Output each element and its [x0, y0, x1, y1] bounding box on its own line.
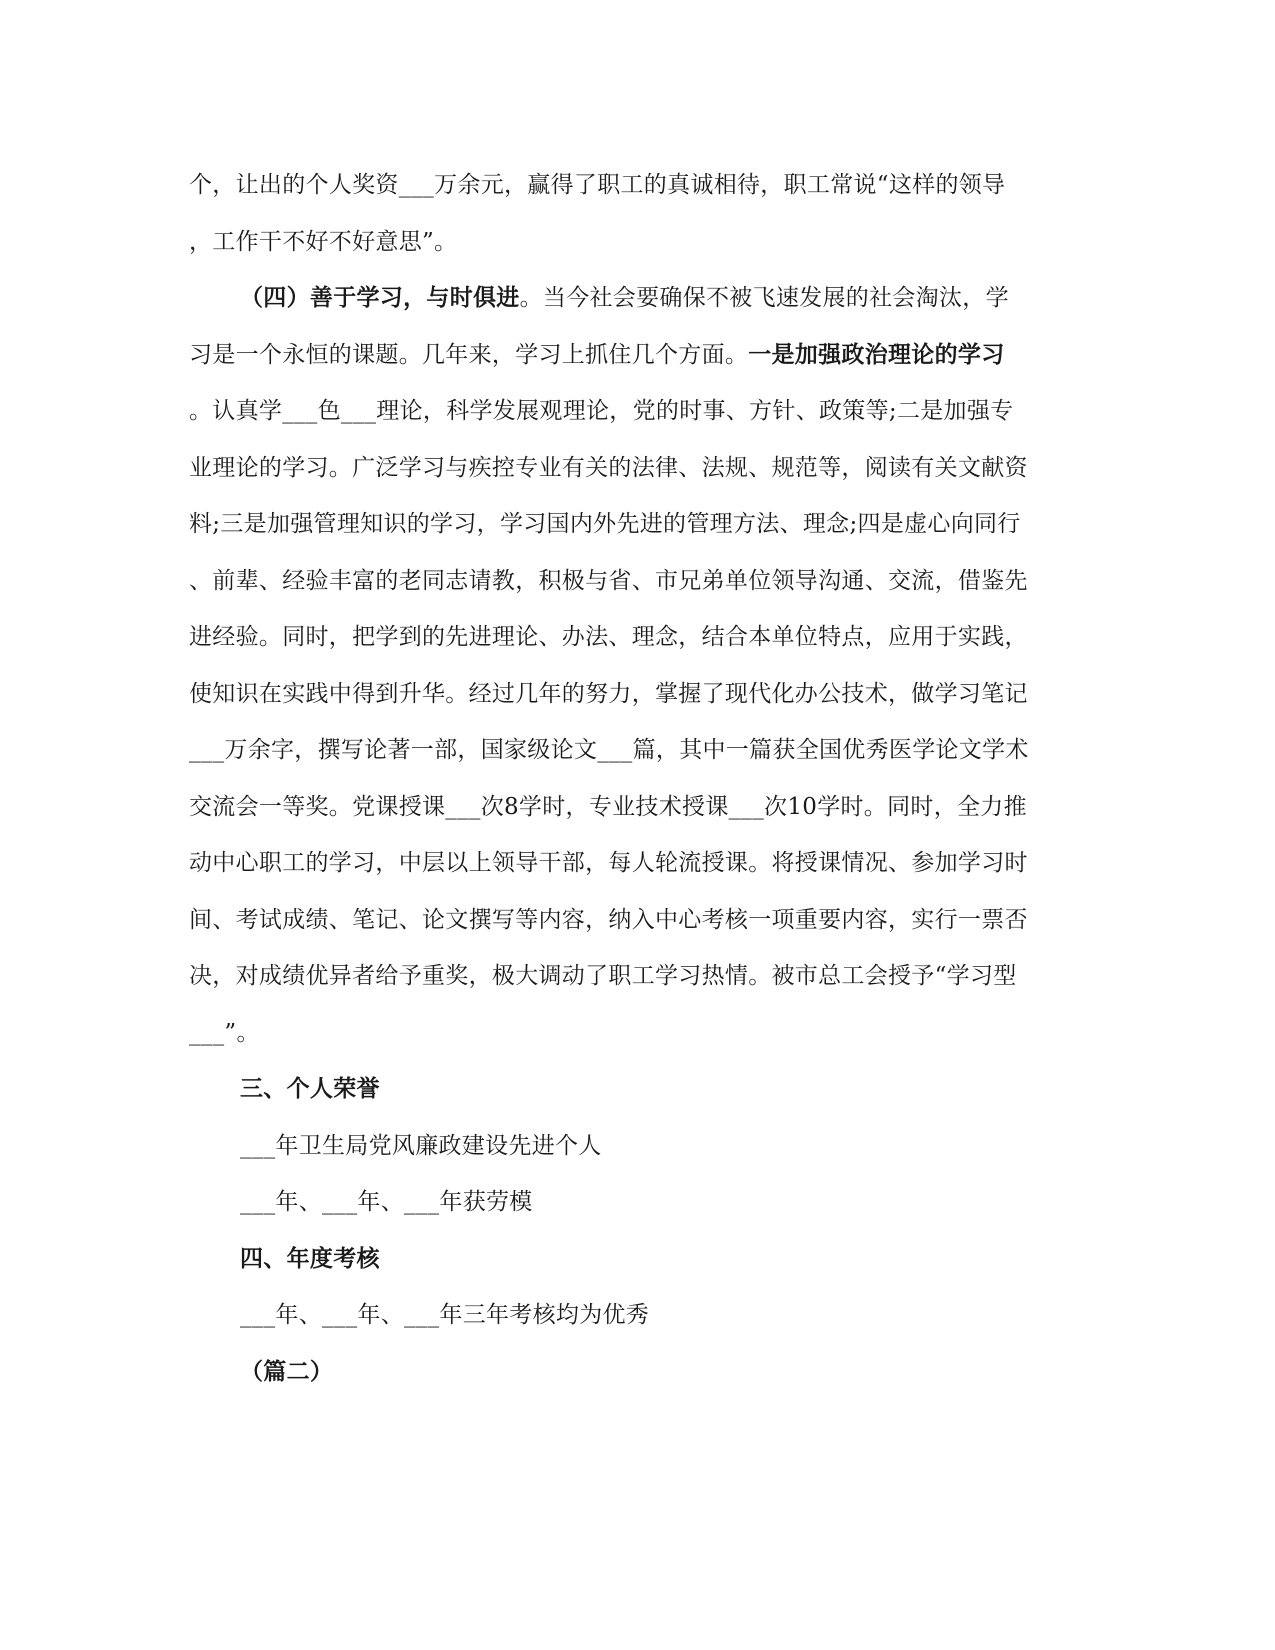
- paragraph-2-line-9: ___万余字，撰写论著一部，国家级论文___篇，其中一篇获全国优秀医学论文学术: [189, 737, 1029, 763]
- paragraph-2-line-5: 料;三是加强管理知识的学习，学习国内外先进的管理方法、理念;四是虚心向同行: [189, 511, 1021, 537]
- paragraph-2-line-10: 交流会一等奖。党课授课___次8学时，专业技术授课___次10学时。同时，全力推: [189, 794, 1027, 820]
- paragraph-2-line-14: ___”。: [189, 1020, 260, 1046]
- section-3-item-1: ___年卫生局党风廉政建设先进个人: [240, 1133, 602, 1159]
- paragraph-2-line-8: 使知识在实践中得到升华。经过几年的努力，掌握了现代化办公技术，做学习笔记: [189, 681, 1028, 707]
- paragraph-2-line-11: 动中心职工的学习，中层以上领导干部，每人轮流授课。将授课情况、参加学习时: [189, 850, 1028, 876]
- section-3-item-2: ___年、___年、___年获劳模: [240, 1189, 533, 1215]
- section-4-item-1: ___年、___年、___年三年考核均为优秀: [240, 1302, 650, 1328]
- section-3-heading: 三、个人荣誉: [240, 1075, 380, 1102]
- section-heading-study: （四）善于学习，与时俱进: [240, 284, 520, 311]
- paragraph-1-line-2: ，工作干不好不好意思”。: [189, 229, 458, 255]
- section-4-heading: 四、年度考核: [240, 1245, 380, 1272]
- paragraph-2-line-13: 决，对成绩优异者给予重奖，极大调动了职工学习热情。被市总工会授予“学习型: [189, 963, 1017, 989]
- bold-phrase-political-theory: 一是加强政治理论的学习: [748, 341, 1005, 368]
- paragraph-2-line-3: 。认真学___色___理论，科学发展观理论，党的时事、方针、政策等;二是加强专: [189, 398, 1014, 424]
- paragraph-2-line-12: 间、考试成绩、笔记、论文撰写等内容，纳入中心考核一项重要内容，实行一票否: [189, 907, 1028, 933]
- paragraph-2-line-6: 、前辈、经验丰富的老同志请教，积极与省、市兄弟单位领导沟通、交流，借鉴先: [189, 568, 1028, 594]
- paragraph-2-line-1: [240, 283, 1009, 313]
- paragraph-2-line-4: 业理论的学习。广泛学习与疾控专业有关的法律、法规、规范等，阅读有关文献资: [189, 455, 1028, 481]
- part-label: （篇二）: [240, 1358, 334, 1385]
- paragraph-2-line-1-text: 。当今社会要确保不被飞速发展的社会淘汰，学: [519, 285, 1009, 311]
- paragraph-1-line-1: 个，让出的个人奖资___万余元，赢得了职工的真诚相待，职工常说“这样的领导: [189, 172, 1006, 198]
- paragraph-2-line-7: 进经验。同时，把学到的先进理论、办法、理念，结合本单位特点，应用于实践，: [189, 624, 1028, 650]
- paragraph-2-line-2: [189, 340, 1005, 370]
- paragraph-2-line-2-text: 习是一个永恒的课题。几年来，学习上抓住几个方面。: [189, 342, 749, 368]
